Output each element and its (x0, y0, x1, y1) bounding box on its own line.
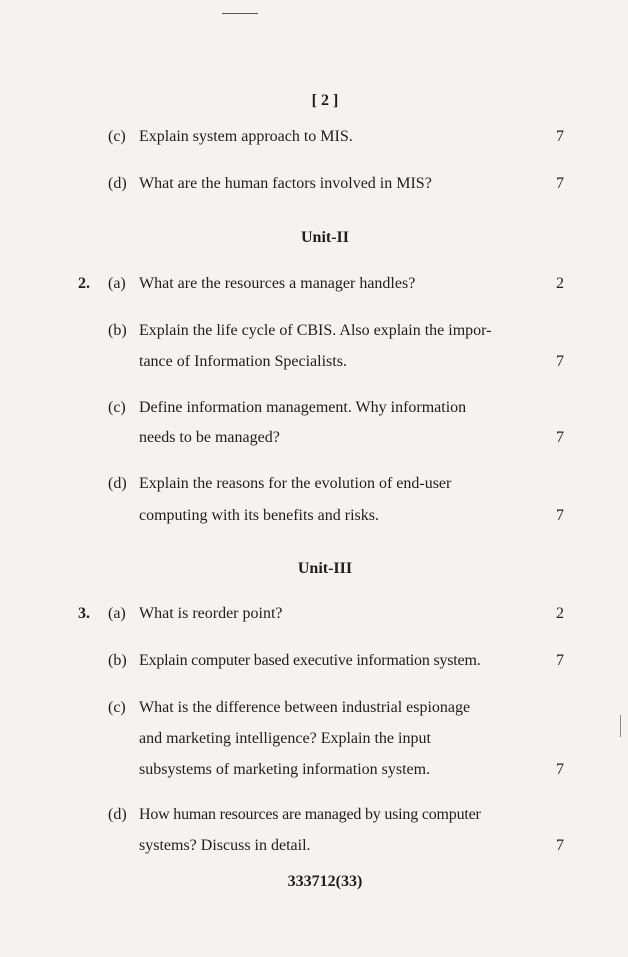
q2b-text-2: tance of Information Specialists. (139, 353, 347, 370)
q2a-text: What are the resources a manager handles? (139, 275, 416, 292)
q2c-text-1: Define information management. Why information (139, 399, 467, 416)
q3b-text: Explain computer based executive information system. (139, 652, 481, 669)
page-number: [ 2 ] (311, 92, 339, 109)
unit-2-heading: Unit-II (300, 229, 349, 246)
q3a-text: What is reorder point? (139, 605, 283, 622)
unit-3-heading: Unit-III (297, 560, 353, 577)
q2b-label: (b) (108, 322, 127, 339)
q3d-text-1: How human resources are managed by using computer (139, 806, 481, 823)
q2c-marks: 7 (556, 429, 564, 446)
q2d-marks: 7 (556, 507, 564, 524)
q2d-text-1: Explain the reasons for the evolution of end-user (139, 475, 452, 492)
q2d-text-2: computing with its benefits and risks. (139, 507, 379, 524)
q2-number: 2. (78, 275, 90, 292)
q3d-marks: 7 (556, 837, 564, 854)
q2b-marks: 7 (556, 353, 564, 370)
q1c-marks: 7 (556, 128, 564, 145)
q3b-marks: 7 (556, 652, 564, 669)
q3d-text-2: systems? Discuss in detail. (139, 837, 311, 854)
q3a-label: (a) (108, 605, 126, 622)
q2d-label: (d) (108, 475, 127, 492)
scan-mark (620, 715, 621, 737)
q3c-text-2: and marketing intelligence? Explain the input (139, 730, 431, 747)
q3c-text-1: What is the difference between industrial espionage (139, 699, 471, 716)
q3c-text-3: subsystems of marketing information system. (139, 761, 431, 778)
paper-code: 333712(33) (287, 873, 363, 890)
q2b-text-1: Explain the life cycle of CBIS. Also explain the impor- (139, 322, 492, 339)
q2a-label: (a) (108, 275, 126, 292)
q3c-label: (c) (108, 699, 126, 716)
q1d-text: What are the human factors involved in MIS? (139, 175, 432, 192)
q1d-label: (d) (108, 175, 127, 192)
q1c-text: Explain system approach to MIS. (139, 128, 353, 145)
q3d-label: (d) (108, 806, 127, 823)
q1d-marks: 7 (556, 175, 564, 192)
q2a-marks: 2 (556, 275, 564, 292)
q3b-label: (b) (108, 652, 127, 669)
q2c-label: (c) (108, 399, 126, 416)
q3c-marks: 7 (556, 761, 564, 778)
q3a-marks: 2 (556, 605, 564, 622)
q2c-text-2: needs to be managed? (139, 429, 280, 446)
q3-number: 3. (78, 605, 90, 622)
q1c-label: (c) (108, 128, 126, 145)
scan-rule (222, 13, 258, 14)
